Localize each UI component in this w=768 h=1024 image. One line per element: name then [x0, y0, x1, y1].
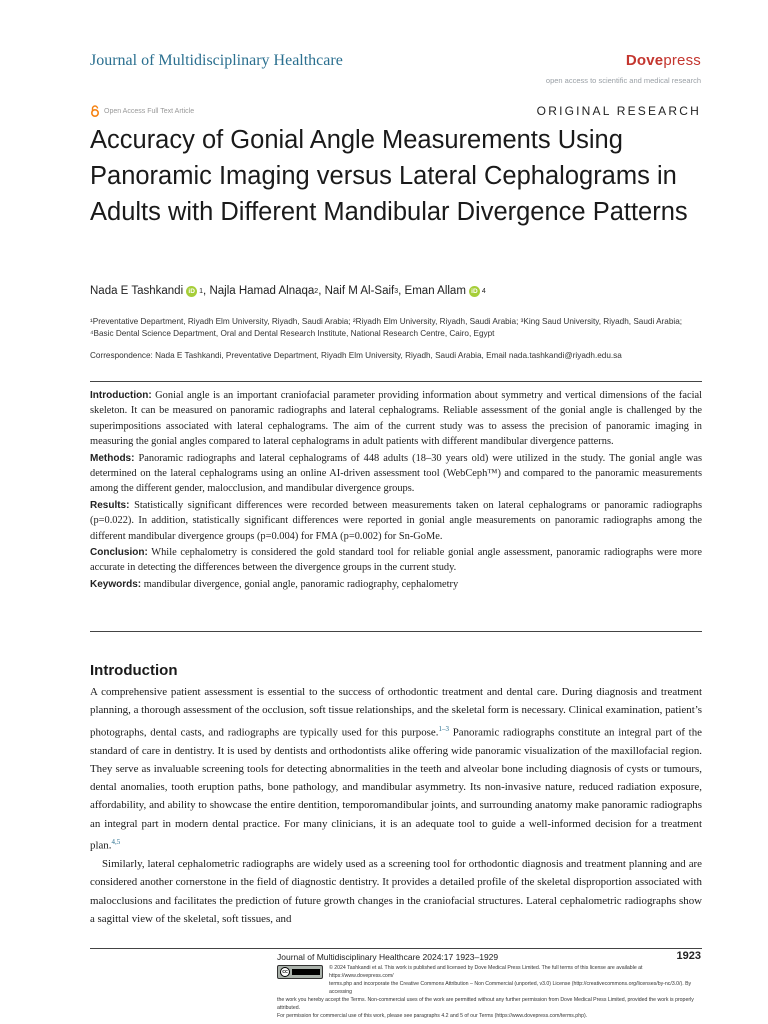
footer-divider: [90, 948, 702, 949]
publisher-tagline: open access to scientific and medical research: [545, 76, 701, 85]
correspondence: Correspondence: Nada E Tashkandi, Preventative Department, Riyadh Elm University, Riyadh, Saudi Arabia, Email nada.tashkandi@riyadh.edu.sa: [90, 351, 622, 360]
author-name[interactable]: Nada E Tashkandi: [90, 285, 184, 297]
open-access-label: [90, 105, 194, 117]
author-name[interactable]: Naif M Al-Saif: [324, 285, 395, 297]
abstract-label: Introduction:: [90, 390, 152, 401]
abstract-keywords: [90, 577, 702, 592]
journal-name[interactable]: Journal of Multidisciplinary Healthcare: [90, 52, 343, 69]
abstract-label: Methods:: [90, 452, 135, 464]
author-affiliation-ref: 4: [481, 287, 486, 295]
footer-citation[interactable]: Journal of Multidisciplinary Healthcare 2024:17 1923–1929: [277, 952, 499, 962]
abstract-methods: [90, 451, 702, 497]
body-paragraph: Similarly, lateral cephalometric radiographs are widely used as a screening tool for orthodontic diagnosis and treatment planning and are considered another cornerstone in the field of diagnostic dentistry. It provides a detailed profile of the skeletal disproportion associated with malocclusions and facilitates the prediction of future growth changes in the craniofacial structures. Lateral cephalometric radiographs show a sagittal view of the skeletal, soft tissues, and: [90, 857, 702, 925]
license-line: terms.php and incorporate the Creative Commons Attribution – Non Commercial (unported, v3.0) License (http://creativecommons.org/licenses/by-nc/3.0/). By accessing: [329, 981, 692, 995]
author-name[interactable]: Eman Allam: [404, 285, 466, 297]
abstract-results: [90, 498, 702, 544]
publisher-logo[interactable]: [626, 52, 701, 69]
article-type: ORIGINAL RESEARCH: [536, 104, 701, 118]
license-line: © 2024 Tashkandi et al. This work is published and licensed by Dove Medical Press Limited. The full terms of this license are available at https://www.dovepress.com/: [329, 965, 643, 979]
abstract-label: Keywords:: [90, 578, 142, 590]
citation-link[interactable]: 1–3: [438, 724, 449, 733]
author-affiliation-ref: 3: [394, 287, 399, 295]
cc-icon: cc: [280, 967, 290, 977]
license-line: For permission for commercial use of this work, please see paragraphs 4.2 and 5 of our Terms (https://www.dovepress.com/terms.php).: [277, 1013, 588, 1019]
abstract-label: Results:: [90, 499, 130, 511]
author-affiliation-ref: 2: [314, 287, 319, 295]
abstract-text: mandibular divergence, gonial angle, panoramic radiography, cephalometry: [141, 578, 459, 590]
open-access-text: Open Access Full Text Article: [104, 107, 195, 115]
page-number: 1923: [676, 950, 701, 962]
license-text: [277, 964, 702, 1020]
body-paragraph: [90, 683, 702, 855]
abstract-text: While cephalometry is considered the gold standard tool for reliable gonial angle assessment, panoramic radiographs were more accurate in detecting the differences between the divergence groups in the current study.: [90, 547, 702, 574]
abstract-conclusion: [90, 545, 702, 576]
affiliations: ¹Preventative Department, Riyadh Elm University, Riyadh, Saudi Arabia; ²Riyadh Elm University, Riyadh, Saudi Arabia; ³King Saud University, Riyadh, Saudi Arabia; ⁴Basic Dental Science Department, Oral and Dental Research Institute, National Research Centre, Cairo, Egypt: [90, 317, 683, 338]
abstract-text: Panoramic radiographs and lateral cephalograms of 448 adults (18–30 years old) were utilized in the study. The gonial angle was determined on the lateral cephalograms using an online AI-driven assessment tool (WebCeph™) and compared to the panoramic measurements among the different gender, malocclusion, and mandibular divergence groups.: [90, 452, 702, 495]
body-text-run: Panoramic radiographs constitute an integral part of the standard of care in dentistry. It is used by dentists and orthodontists alike offering wide panoramic visualization of the maxillofacial region. They serve as invaluable screening tools for detecting abnormalities in the teeth and alveolar bone including diagnosis of cysts or tumours, dental anomalies, tooth eruption paths, bone pathology, and mandibular asymmetry. Its non-invasive nature, reduced radiation exposure, affordability, and ability to showcase the entire dentition, temporomandibular joints, and surrounding anatomy make panoramic radiographs an integral part in modern dental practice. For many clinicians, it is an adequate tool to guide a well-informed decision for a treatment plan.: [90, 726, 702, 852]
orcid-icon[interactable]: iD: [186, 286, 197, 297]
abstract-label: Conclusion:: [90, 547, 148, 559]
publisher-logo-main: Dove: [625, 52, 664, 69]
open-access-icon: [90, 105, 100, 117]
abstract-text: Gonial angle is an important craniofacial parameter providing information about symmetry and vertical dimensions of the facial skeleton. It can be measured on panoramic radiographs and lateral cephalograms. Reliable assessment of the gonial angle is challenged by the superimpositions associated with lateral cephalograms. The aim of the current study was to assess the precision of panoramic imaging in measuring the gonial angles compared to lateral cephalograms in adult patients with different mandibular divergence patterns.: [90, 390, 702, 448]
author-name[interactable]: Najla Hamad Alnaqa: [209, 285, 315, 297]
abstract-introduction: [90, 388, 702, 450]
article-title: Accuracy of Gonial Angle Measurements Using Panoramic Imaging versus Lateral Cephalograms in Adults with Different Mandibular Divergence Patterns: [90, 126, 688, 226]
body-text-run: A comprehensive patient assessment is essential to the success of orthodontic treatment and dental care. During diagnosis and treatment planning, a thorough assessment of the occlusion, soft tissue relationships, and the skeletal form is necessary. Clinical examination, patient’s photographs, dental casts, and radiographs are typically used for this purpose.: [90, 686, 702, 739]
author-separator: ,: [398, 285, 405, 297]
abstract-box: [90, 381, 702, 632]
author-affiliation-ref: 1: [199, 287, 204, 295]
body-text: [90, 683, 702, 928]
author-separator: ,: [318, 285, 325, 297]
abstract-text: Statistically significant differences were recorded between measurements taken on lateral cephalograms or panoramic radiographs (p=0.022). In addition, statistically significant differences were reported in gonial angle measurements on panoramic radiographs among the different mandibular divergence groups (p=0.004) for FMA (p=0.002) for Sn-GoMe.: [90, 499, 702, 542]
publisher-logo-sub: press: [663, 52, 701, 69]
license-line: the work you hereby accept the Terms. Non-commercial uses of the work are permitted without any further permission from Dove Medical Press Limited, provided the work is properly attributed.: [277, 997, 694, 1011]
section-heading-introduction: Introduction: [90, 662, 178, 679]
citation-link[interactable]: 4,5: [111, 838, 121, 846]
author-separator: ,: [203, 285, 210, 297]
author-list: [90, 285, 486, 297]
orcid-icon[interactable]: iD: [469, 286, 480, 297]
